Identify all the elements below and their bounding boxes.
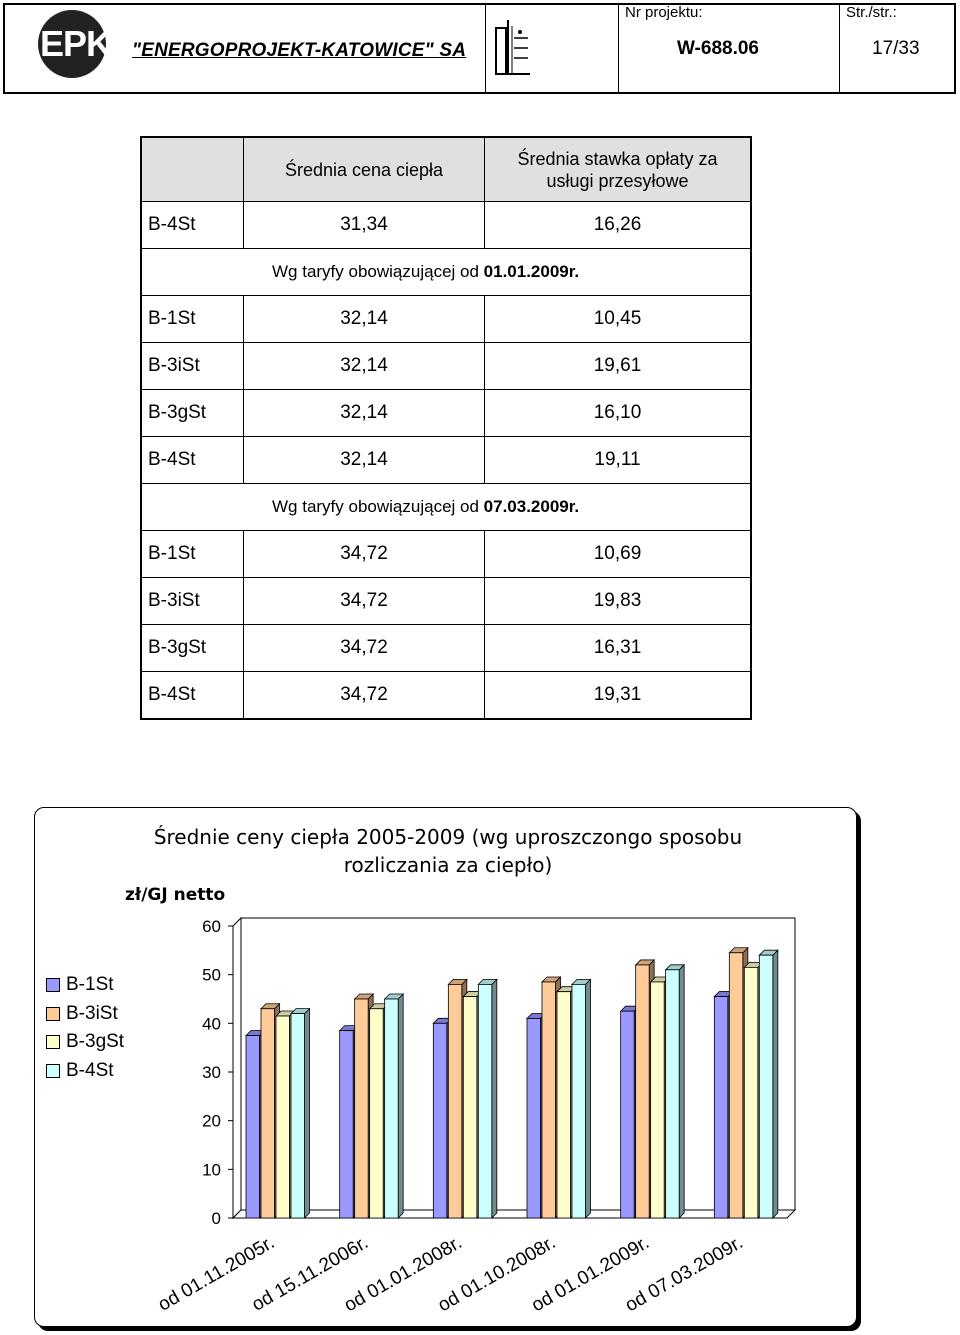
x-category-label: od 07.03.2009r.: [621, 1232, 747, 1317]
bar: [527, 1018, 541, 1218]
page-number: 17/33: [872, 38, 920, 59]
chart-floor: [233, 1210, 795, 1218]
chart-back-wall: [241, 918, 795, 1210]
row-rate: 19,31: [485, 672, 752, 720]
bar: [651, 982, 665, 1218]
legend-label: B-4St: [66, 1059, 114, 1081]
bar: [463, 997, 477, 1218]
y-tick-label: 20: [202, 1111, 221, 1131]
bar: [291, 1014, 305, 1218]
row-rate: 19,61: [485, 343, 752, 390]
row-label: B-3iSt: [141, 578, 244, 625]
bar-side: [305, 1009, 310, 1218]
bar: [276, 1016, 290, 1218]
tariff-prefix: Wg taryfy obowiązującej od: [272, 262, 484, 281]
table-header-price: Średnia cena ciepła: [244, 137, 485, 202]
bar: [744, 967, 758, 1218]
bar: [636, 965, 650, 1218]
legend-label: B-3gSt: [66, 1031, 125, 1052]
project-number-value: W-688.06: [677, 38, 759, 59]
row-rate: 19,83: [485, 578, 752, 625]
bar: [759, 955, 773, 1218]
row-price: 32,14: [244, 343, 485, 390]
bar: [478, 984, 492, 1218]
x-category-label: od 01.11.2005r.: [154, 1232, 279, 1316]
bar-side: [679, 965, 684, 1218]
row-price: 31,34: [244, 202, 485, 249]
x-category-label: od 15.11.2006r.: [248, 1232, 372, 1316]
legend-label: B-3iSt: [66, 1002, 118, 1024]
row-label: B-4St: [141, 202, 244, 249]
project-number-label: Nr projektu:: [625, 4, 703, 21]
tariff-date: 01.01.2009r.: [483, 262, 580, 281]
bar-side: [586, 979, 591, 1218]
bar: [340, 1031, 354, 1218]
header-rate-line2: usługi przesyłowe: [546, 170, 689, 191]
row-price: 34,72: [244, 578, 485, 625]
bar: [385, 999, 399, 1218]
logo-text: EPK: [40, 23, 112, 64]
bar: [448, 984, 462, 1218]
row-rate: 19,11: [485, 437, 752, 484]
y-tick-label: 50: [202, 965, 221, 985]
row-price: 32,14: [244, 390, 485, 437]
row-label: B-3iSt: [141, 343, 244, 390]
chart-side-wall: [233, 918, 241, 1218]
bar: [261, 1009, 275, 1218]
row-label: B-4St: [141, 437, 244, 484]
x-category-label: od 01.10.2008r.: [434, 1232, 560, 1317]
row-label: B-4St: [141, 672, 244, 720]
chart-title-line2: rozliczania za ciepło): [343, 853, 553, 877]
y-tick-label: 0: [211, 1209, 221, 1228]
bar: [572, 984, 586, 1218]
row-rate: 16,31: [485, 625, 752, 672]
header-rate-line1: Średnia stawka opłaty za: [517, 148, 718, 169]
row-price: 32,14: [244, 437, 485, 484]
row-label: B-1St: [141, 531, 244, 578]
bar: [246, 1036, 260, 1219]
bar-side: [773, 950, 778, 1218]
row-price: 34,72: [244, 672, 485, 720]
bar: [666, 970, 680, 1218]
bar: [542, 982, 556, 1218]
x-category-label: od 01.01.2008r.: [340, 1232, 466, 1317]
row-price: 34,72: [244, 531, 485, 578]
row-price: 32,14: [244, 296, 485, 343]
legend-label: B-1St: [66, 974, 114, 995]
chart-y-unit: zł/GJ netto: [125, 885, 226, 905]
y-tick-label: 10: [202, 1160, 221, 1180]
row-label: B-3gSt: [141, 390, 244, 437]
bar: [433, 1023, 447, 1218]
x-category-label: od 01.01.2009r.: [528, 1232, 653, 1317]
chart-title-line1: Średnie ceny ciepła 2005-2009 (wg uproszczongo sposobu: [153, 825, 743, 849]
row-rate: 16,26: [485, 202, 752, 249]
row-rate: 10,69: [485, 531, 752, 578]
bar-side: [398, 994, 403, 1218]
y-tick-label: 60: [202, 917, 221, 936]
row-rate: 10,45: [485, 296, 752, 343]
y-tick-label: 40: [202, 1014, 221, 1034]
page-label: Str./str.:: [846, 4, 897, 21]
tariff-prefix: Wg taryfy obowiązującej od: [272, 497, 484, 516]
bar: [557, 992, 571, 1218]
company-name: "ENERGOPROJEKT-KATOWICE" SA: [132, 40, 467, 61]
bar-side: [492, 979, 497, 1218]
bar: [355, 999, 369, 1218]
bar: [714, 997, 728, 1218]
row-price: 34,72: [244, 625, 485, 672]
y-tick-label: 30: [202, 1063, 221, 1082]
bar: [370, 1009, 384, 1218]
tariff-date: 07.03.2009r.: [483, 497, 580, 516]
bar: [729, 953, 743, 1218]
row-label: B-1St: [141, 296, 244, 343]
row-rate: 16,10: [485, 390, 752, 437]
bar: [621, 1011, 635, 1218]
row-label: B-3gSt: [141, 625, 244, 672]
